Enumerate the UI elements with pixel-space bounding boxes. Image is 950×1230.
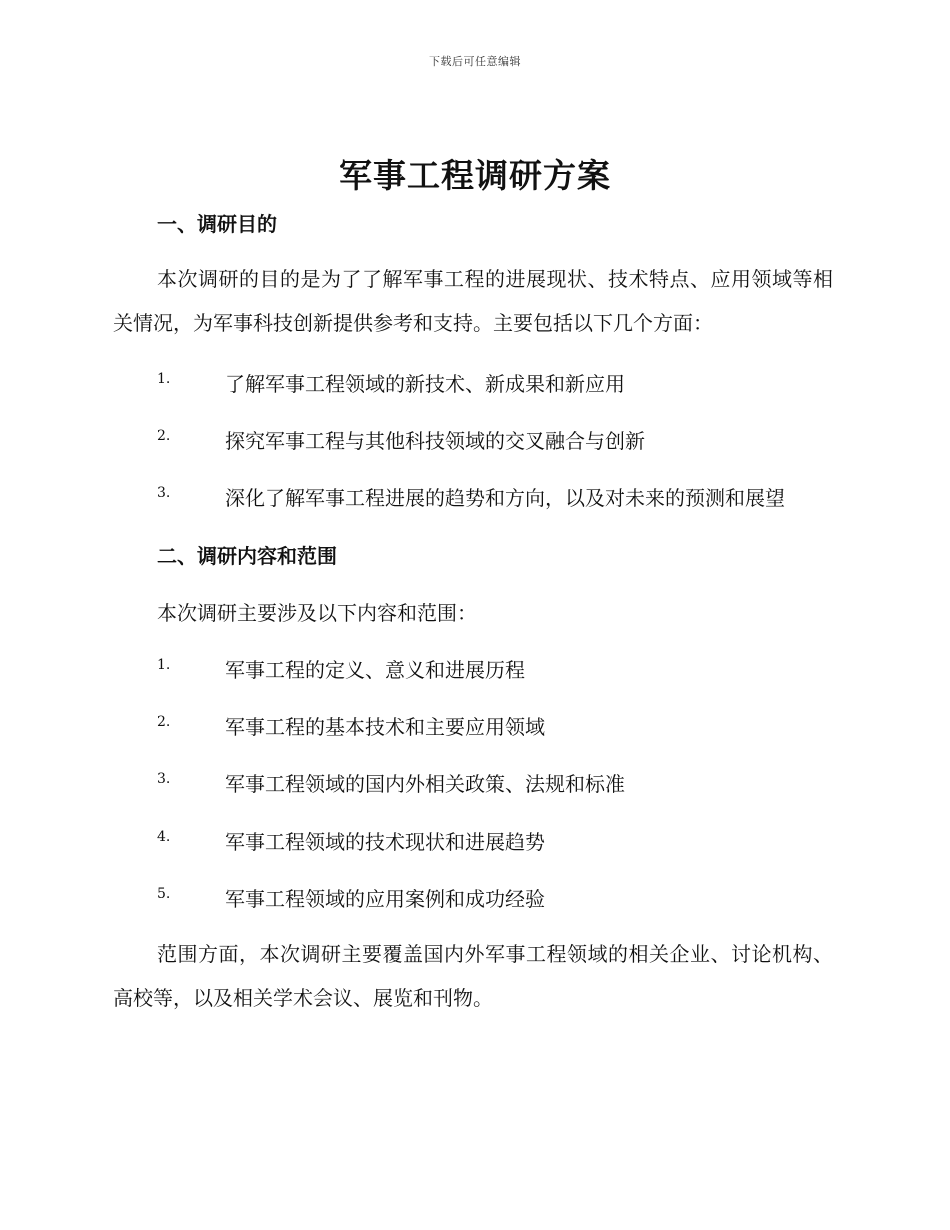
- purpose-paragraph: 本次调研的目的是为了了解军事工程的进展现状、技术特点、应用领域等相关情况，为军事科技创新提供参考和支持。主要包括以下几个方面：: [113, 267, 833, 335]
- list-number: 3.: [157, 485, 171, 501]
- list-number: 2.: [157, 714, 171, 730]
- list-number: 1.: [157, 657, 171, 673]
- list-number: 4.: [157, 829, 171, 845]
- document-title: 军事工程调研方案: [339, 156, 611, 195]
- scope-intro: 本次调研主要涉及以下内容和范围：: [157, 601, 477, 625]
- section-heading-purpose: 一、调研目的: [157, 212, 277, 236]
- list-text: 军事工程领域的应用案例和成功经验: [225, 887, 545, 911]
- list-number: 1.: [157, 371, 171, 387]
- list-text: 军事工程的基本技术和主要应用领域: [225, 715, 545, 739]
- list-text: 了解军事工程领域的新技术、新成果和新应用: [225, 372, 625, 396]
- header-note: 下载后可任意编辑: [429, 55, 521, 68]
- list-number: 5.: [157, 886, 171, 902]
- list-number: 3.: [157, 771, 171, 787]
- scope-paragraph: 范围方面，本次调研主要覆盖国内外军事工程领域的相关企业、讨论机构、高校等，以及相关学术会议、展览和刊物。: [113, 942, 833, 1010]
- list-number: 2.: [157, 428, 171, 444]
- list-text: 深化了解军事工程进展的趋势和方向，以及对未来的预测和展望: [225, 486, 785, 510]
- list-text: 军事工程领域的国内外相关政策、法规和标准: [225, 772, 625, 796]
- list-text: 军事工程的定义、意义和进展历程: [225, 658, 525, 682]
- list-text: 军事工程领域的技术现状和进展趋势: [225, 830, 545, 854]
- section-heading-scope: 二、调研内容和范围: [157, 544, 337, 568]
- list-text: 探究军事工程与其他科技领域的交叉融合与创新: [225, 429, 645, 453]
